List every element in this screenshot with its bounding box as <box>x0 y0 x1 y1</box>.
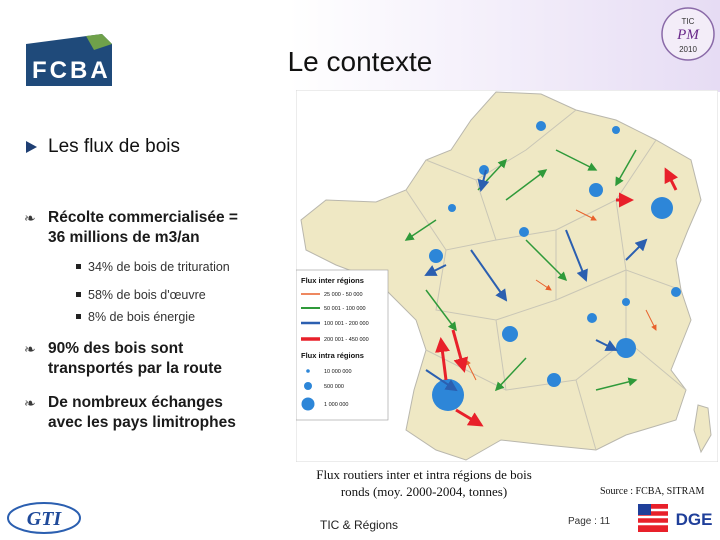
svg-text:Flux inter régions: Flux inter régions <box>301 276 364 285</box>
svg-text:100 001 - 200 000: 100 001 - 200 000 <box>324 321 369 327</box>
fcba-logo <box>24 30 114 88</box>
tic-pme-badge <box>660 6 716 62</box>
square-bullet-icon <box>76 292 81 297</box>
wood-flow-map <box>296 90 718 462</box>
svg-text:Flux intra régions: Flux intra régions <box>301 351 364 360</box>
svg-text:500 000: 500 000 <box>324 384 344 390</box>
sub-bullet-oeuvre: 58% de bois d'œuvre <box>76 288 206 302</box>
map-legend <box>296 270 388 420</box>
bullet-echanges: ❧ De nombreux échanges avec les pays limitrophes <box>24 394 236 431</box>
page-number: Page : 11 <box>568 516 611 527</box>
source-note: Source : FCBA, SITRAM <box>600 486 705 497</box>
section-heading-text: Les flux de bois <box>48 136 181 157</box>
square-bullet-icon <box>76 314 81 319</box>
sub-bullet-energie: 8% de bois énergie <box>76 310 195 324</box>
dge-logo <box>634 500 718 540</box>
svg-text:GTI: GTI <box>26 508 62 530</box>
bullet-icon: ❧ <box>24 210 36 226</box>
svg-text:TIC: TIC <box>681 17 695 26</box>
svg-text:DGE: DGE <box>675 510 713 529</box>
sub-bullet-trituration: 34% de bois de trituration <box>76 260 230 274</box>
bullet-icon: ❧ <box>24 341 36 357</box>
bullet-route: ❧ 90% des bois sont transportés par la route <box>24 340 222 377</box>
bullet-icon: ❧ <box>24 395 36 411</box>
square-bullet-icon <box>76 264 81 269</box>
map-caption: Flux routiers inter et intra régions de bois ronds (moy. 2000-2004, tonnes) <box>316 467 532 499</box>
arrow-bullet-icon <box>26 141 37 153</box>
svg-text:50 001 - 100 000: 50 001 - 100 000 <box>324 306 366 312</box>
content-column <box>0 92 296 462</box>
svg-text:PM: PM <box>677 27 699 43</box>
svg-text:2010: 2010 <box>679 45 697 54</box>
gti-logo <box>4 498 84 538</box>
svg-text:200 001 - 450 000: 200 001 - 450 000 <box>324 337 369 343</box>
page-title: Le contexte <box>287 46 433 77</box>
svg-text:10 000 000: 10 000 000 <box>324 369 352 375</box>
footer-text: TIC & Régions <box>320 518 399 532</box>
svg-text:25 000 - 50 000: 25 000 - 50 000 <box>324 292 363 298</box>
fcba-logo-text: FCBA <box>32 57 111 84</box>
svg-text:1 000 000: 1 000 000 <box>324 402 349 408</box>
section-heading <box>48 136 180 158</box>
bullet-recolte: ❧ Récolte commercialisée = 36 millions de m3/an <box>24 209 238 246</box>
